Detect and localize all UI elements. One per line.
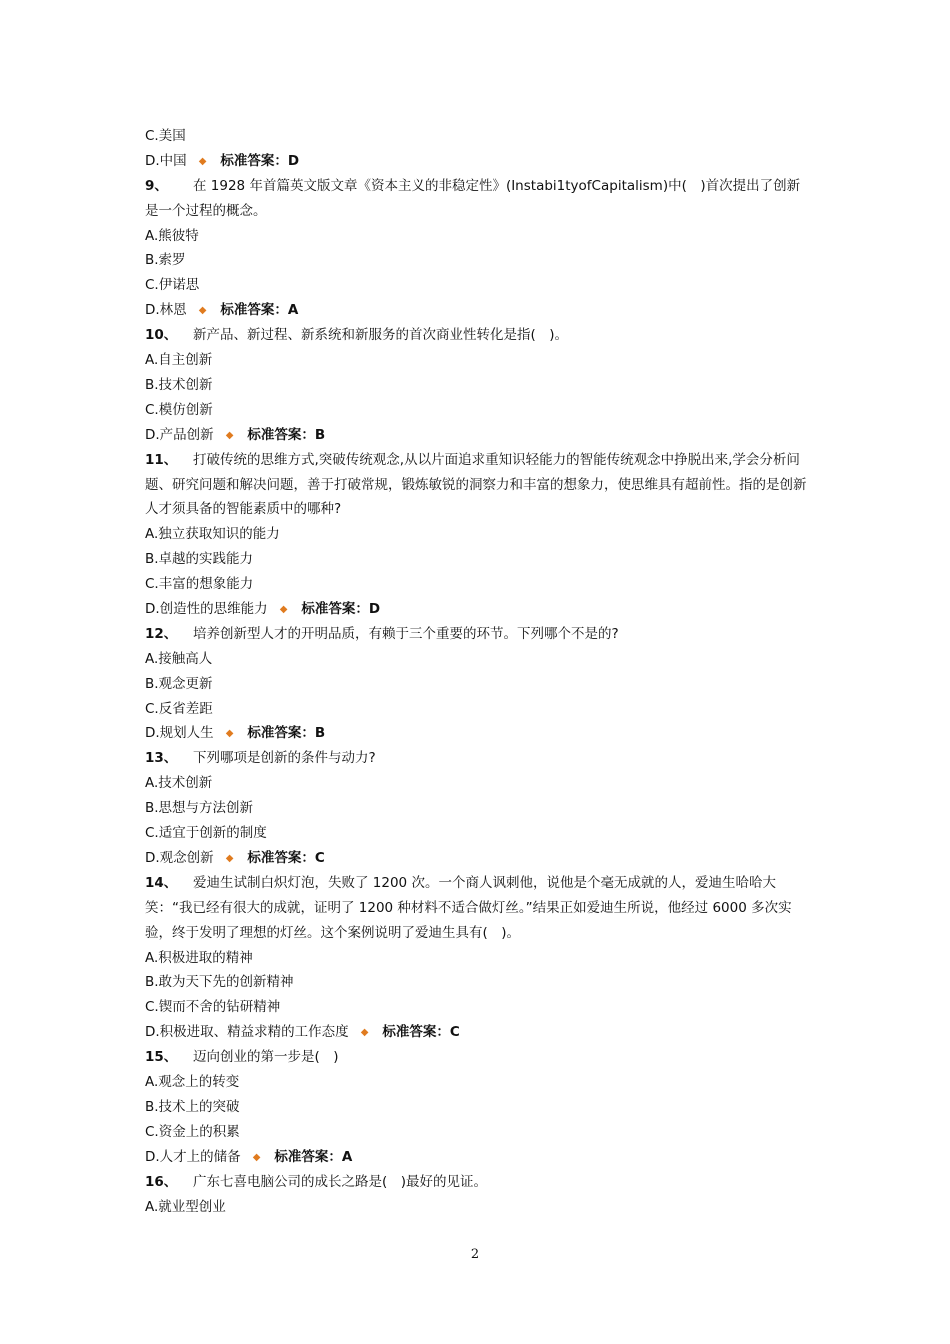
option-item (145, 647, 810, 672)
question-9 (145, 174, 810, 323)
answer-value: D (287, 152, 300, 169)
question-number: 16、 (145, 1173, 178, 1190)
option-text: C.丰富的想象能力 (145, 576, 254, 593)
question-text: 迈向创业的第一步是( ) (193, 1049, 339, 1066)
option-item (145, 1120, 810, 1145)
option-item (145, 1070, 810, 1095)
question-text: 爱迪生试制白炽灯泡，失败了 1200 次。一个商人讽刺他，说他是个毫无成就的人，爱迪生哈哈大笑：“我已经有很大的成就，证明了 1200 种材料不适合做灯丝。”结果正如爱迪生所说，他经过 6000 多次实验，终于发明了理想的灯丝。这个案例说明了爱迪生具有( )。 (145, 874, 792, 941)
option-text: C.锲而不舍的钻研精神 (145, 999, 281, 1016)
question-stem (145, 1045, 810, 1070)
option-text: D.观念创新 (145, 849, 214, 866)
orange-diamond-icon: ◆ (225, 728, 234, 740)
question-number: 15、 (145, 1049, 178, 1066)
question-text: 培养创新型人才的开明品质，有赖于三个重要的环节。下列哪个不是的? (193, 625, 619, 642)
question-15 (145, 1045, 810, 1169)
answer-label: 标准答案： (247, 849, 315, 866)
option-text: B.敢为天下先的创新精神 (145, 974, 294, 991)
answer-label: 标准答案： (247, 725, 315, 742)
standard-answer (274, 1149, 352, 1165)
question-12 (145, 622, 810, 746)
option-text: D.人才上的储备 (145, 1148, 241, 1165)
option-text: B.技术创新 (145, 376, 213, 393)
question-stem (145, 622, 810, 647)
option-item (145, 273, 810, 298)
option-text: A.自主创新 (145, 352, 213, 369)
option-item (145, 597, 810, 622)
option-text: A.技术创新 (145, 775, 213, 792)
question-number: 9、 (145, 177, 168, 194)
option-item (145, 697, 810, 722)
option-text: C.模仿创新 (145, 401, 213, 418)
option-item (145, 398, 810, 423)
option-text: C.美国 (145, 128, 186, 144)
option-item (145, 522, 810, 547)
option-text: A.熊彼特 (145, 227, 199, 244)
option-item (145, 124, 810, 149)
option-item (145, 771, 810, 796)
question-10 (145, 323, 810, 447)
option-text: D.中国 (145, 152, 187, 169)
option-text: B.卓越的实践能力 (145, 551, 254, 568)
option-item (145, 224, 810, 249)
option-text: A.独立获取知识的能力 (145, 526, 280, 543)
question-text: 新产品、新过程、新系统和新服务的首次商业性转化是指( )。 (193, 327, 569, 344)
option-item (145, 373, 810, 398)
answer-label: 标准答案： (220, 152, 288, 169)
option-item (145, 423, 810, 448)
option-item (145, 821, 810, 846)
option-text: C.适宜于创新的制度 (145, 825, 267, 842)
answer-value: C (314, 849, 325, 866)
option-text: A.观念上的转变 (145, 1074, 240, 1091)
question-13 (145, 746, 810, 870)
option-text: D.创造性的思维能力 (145, 601, 268, 618)
question-16 (145, 1170, 810, 1220)
orange-diamond-icon: ◆ (360, 1027, 369, 1039)
option-item (145, 846, 810, 871)
question-stem (145, 746, 810, 771)
answer-value: B (314, 426, 326, 443)
orange-diamond-icon: ◆ (225, 429, 234, 441)
option-text: A.积极进取的精神 (145, 949, 253, 966)
option-item (145, 547, 810, 572)
option-item (145, 995, 810, 1020)
question-text: 下列哪项是创新的条件与动力? (193, 750, 376, 767)
standard-answer (301, 601, 380, 617)
question-number: 10、 (145, 327, 178, 344)
option-item (145, 1095, 810, 1120)
question-stem (145, 871, 810, 946)
option-item (145, 970, 810, 995)
option-item (145, 298, 810, 323)
question-stem (145, 174, 810, 224)
option-item (145, 672, 810, 697)
answer-value: A (341, 1148, 353, 1165)
option-text: D.产品创新 (145, 426, 214, 443)
answer-value: B (314, 725, 326, 742)
option-text: C.资金上的积累 (145, 1123, 240, 1140)
standard-answer (382, 1024, 459, 1040)
question-list (145, 124, 810, 1219)
question-text: 广东七喜电脑公司的成长之路是( )最好的见证。 (193, 1173, 488, 1190)
option-item (145, 796, 810, 821)
answer-label: 标准答案： (220, 302, 288, 319)
answer-label: 标准答案： (247, 426, 315, 443)
answer-value: A (287, 302, 299, 319)
orange-diamond-icon: ◆ (198, 305, 207, 317)
question-stem (145, 1170, 810, 1195)
orange-diamond-icon: ◆ (198, 155, 207, 167)
page-number: 2 (470, 1247, 480, 1262)
option-item (145, 721, 810, 746)
answer-label: 标准答案： (301, 601, 369, 618)
option-text: D.积极进取、精益求精的工作态度 (145, 1024, 349, 1041)
answer-value: D (368, 601, 381, 618)
orange-diamond-icon: ◆ (252, 1151, 261, 1163)
orange-diamond-icon: ◆ (225, 852, 234, 864)
option-text: A.接触高人 (145, 650, 213, 667)
standard-answer (247, 850, 324, 866)
question-number: 12、 (145, 625, 178, 642)
option-text: B.思想与方法创新 (145, 800, 254, 817)
option-text: B.索罗 (145, 252, 186, 269)
question-stem (145, 323, 810, 348)
answer-value: C (449, 1024, 460, 1041)
question-text: 在 1928 年首篇英文版文章《资本主义的非稳定性》(Instabi1tyofCapitalism)中( )首次提出了创新是一个过程的概念。 (145, 177, 801, 219)
option-text: C.反省差距 (145, 700, 213, 717)
question-number: 13、 (145, 750, 178, 767)
option-text: B.技术上的突破 (145, 1098, 240, 1115)
question-stem (145, 448, 810, 523)
option-item (145, 248, 810, 273)
standard-answer (220, 153, 299, 169)
question-11 (145, 448, 810, 622)
answer-label: 标准答案： (382, 1024, 450, 1041)
standard-answer (247, 725, 325, 741)
question-text: 打破传统的思维方式,突破传统观念,从以片面追求重知识轻能力的智能传统观念中挣脱出来,学会分析问题、研究问题和解决问题，善于打破常规，锻炼敏锐的洞察力和丰富的想象力，使思维具有超前性。指的是创新人才须具备的智能素质中的哪种? (145, 451, 807, 518)
option-text: B.观念更新 (145, 675, 213, 692)
standard-answer (247, 427, 325, 443)
option-item (145, 572, 810, 597)
orange-diamond-icon: ◆ (279, 604, 288, 616)
option-item (145, 1020, 810, 1045)
option-text: C.伊诺思 (145, 277, 200, 294)
question-number: 14、 (145, 874, 178, 891)
question-14 (145, 871, 810, 1045)
option-text: D.规划人生 (145, 725, 214, 742)
option-text: D.林恩 (145, 302, 187, 319)
option-item (145, 1195, 810, 1220)
option-text: A.就业型创业 (145, 1198, 226, 1215)
answer-label: 标准答案： (274, 1148, 342, 1165)
option-item (145, 1145, 810, 1170)
standard-answer (220, 302, 298, 318)
option-item (145, 946, 810, 971)
option-item (145, 348, 810, 373)
option-item (145, 149, 810, 174)
question-number: 11、 (145, 451, 178, 468)
